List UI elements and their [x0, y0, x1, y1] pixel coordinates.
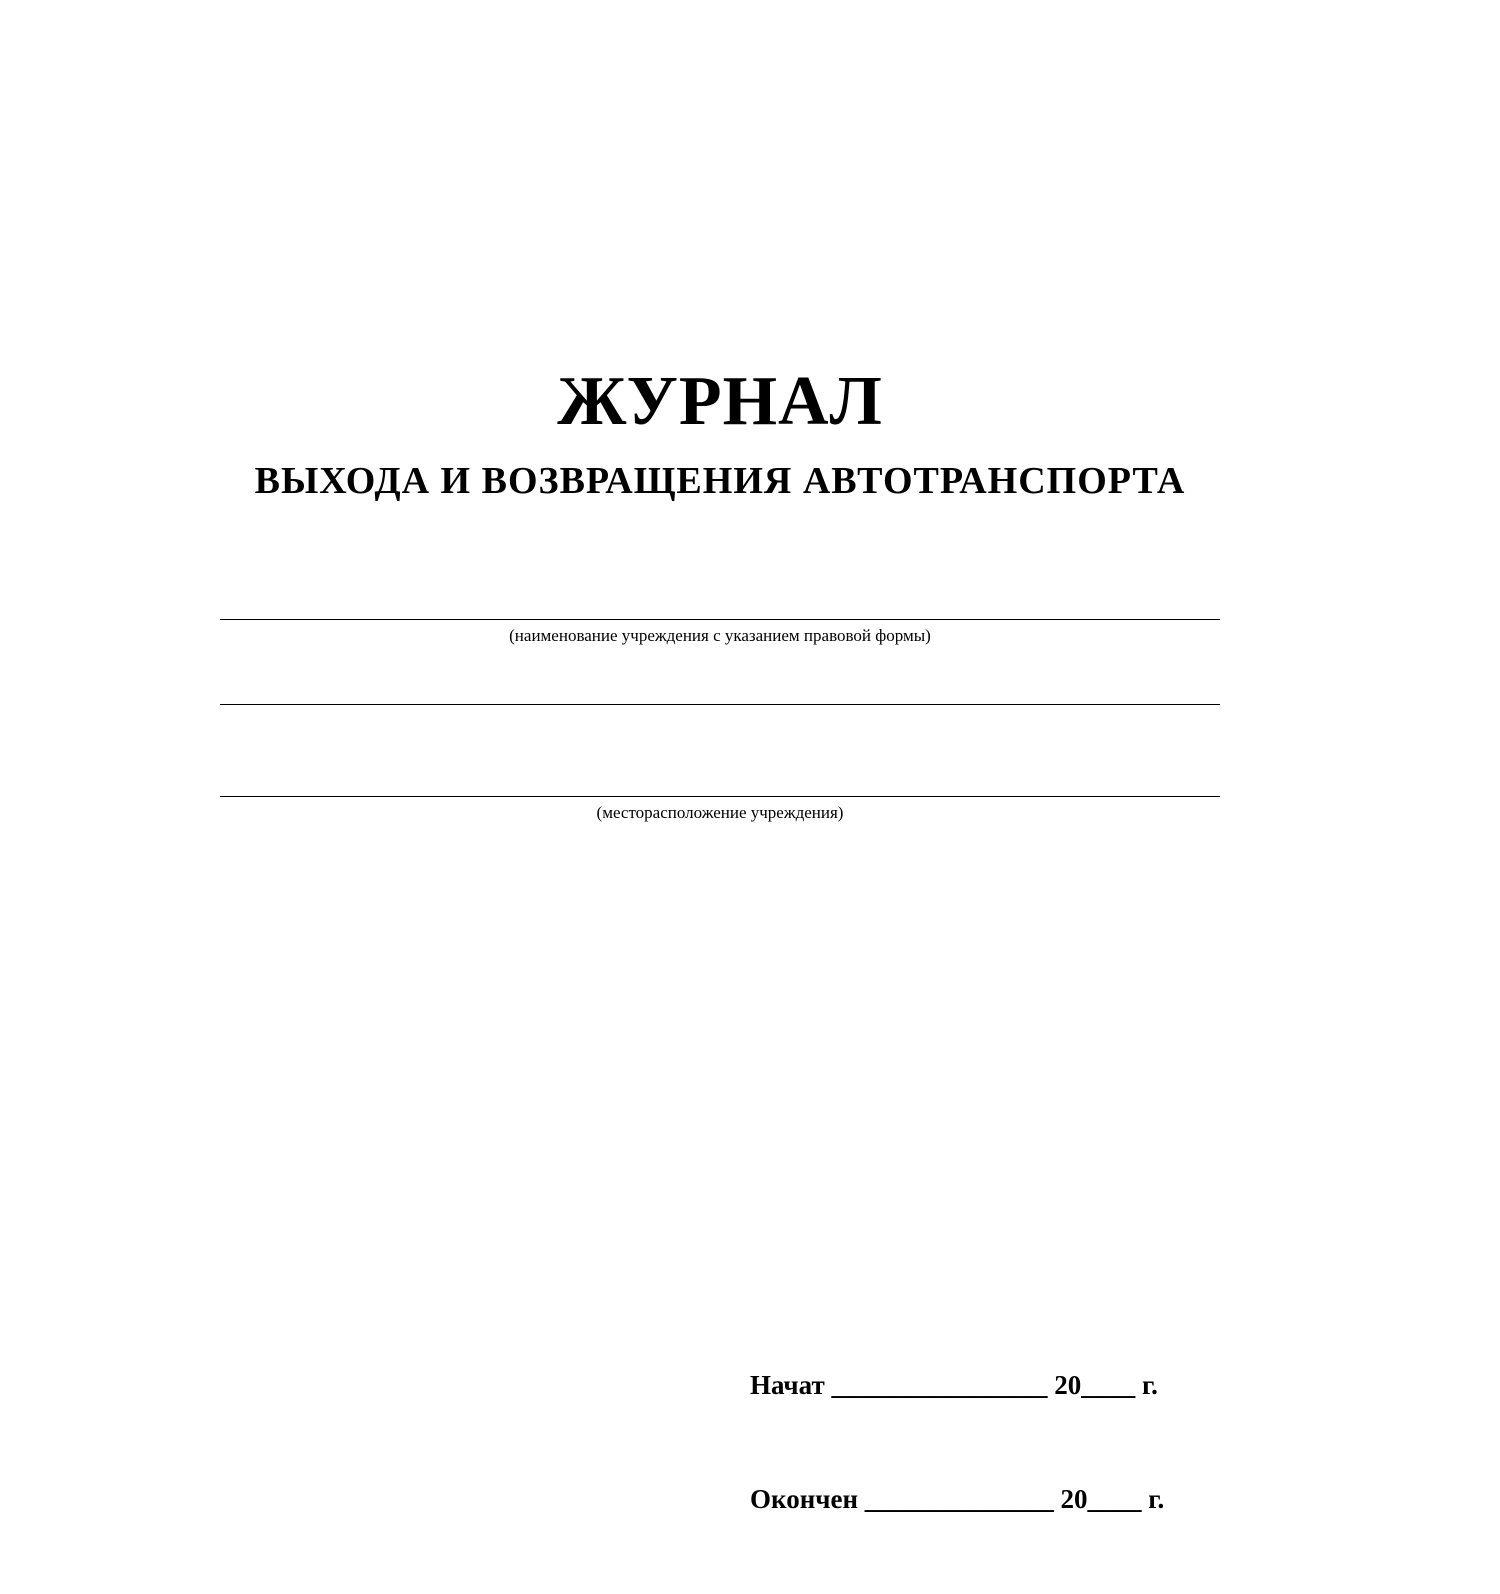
institution-name-line-2: [220, 704, 1220, 705]
institution-name-line: [220, 619, 1220, 620]
institution-location-caption: (месторасположение учреждения): [596, 803, 844, 822]
institution-name-caption: (наименование учреждения с указанием правовой формы): [509, 626, 931, 645]
document-title: ЖУРНАЛ: [557, 363, 883, 440]
started-date-row: Начат ________________ 20____ г.: [750, 1370, 1158, 1400]
institution-location-line: [220, 796, 1220, 797]
document-subtitle: ВЫХОДА И ВОЗВРАЩЕНИЯ АВТОТРАНСПОРТА: [254, 460, 1186, 502]
date-block: [750, 1290, 1164, 1594]
finished-date-row: Окончен ______________ 20____ г.: [750, 1484, 1165, 1514]
